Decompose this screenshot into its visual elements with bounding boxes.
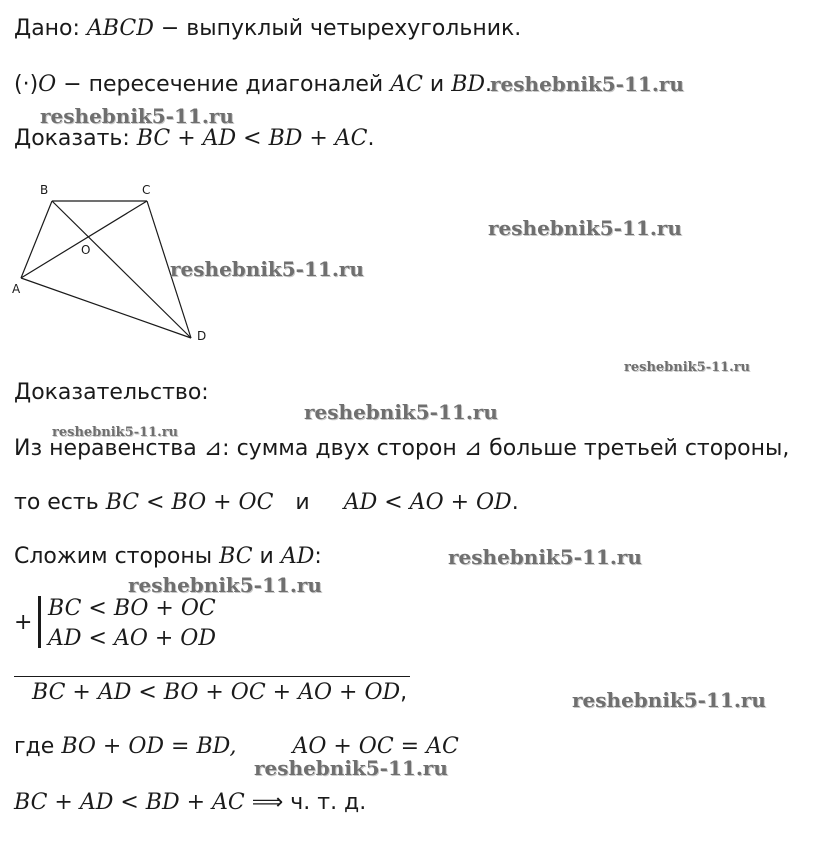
conclusion-line <box>14 790 366 816</box>
equation-ac: AO + OC = AC <box>292 734 459 759</box>
diagonal-bd: BD <box>451 72 486 97</box>
colon: : <box>314 544 322 569</box>
watermark: reshebnik5-11.ru <box>448 545 642 569</box>
system-inequality-1: BC < BO + OC <box>48 596 216 621</box>
watermark: reshebnik5-11.ru <box>624 360 751 375</box>
label-d: D <box>197 329 207 343</box>
where-prefix: где <box>14 734 62 759</box>
watermark: reshebnik5-11.ru <box>304 400 498 424</box>
given-intersection-text: − пересечение диагоналей <box>56 72 391 97</box>
watermark: reshebnik5-11.ru <box>572 688 766 712</box>
diagonal-ac-line <box>21 201 147 278</box>
given-prefix: Дано: <box>14 16 87 41</box>
period: . <box>485 72 493 97</box>
sum-rule <box>14 676 410 677</box>
equation-bd: BO + OD = BD, <box>61 734 237 759</box>
label-o: O <box>81 243 91 257</box>
comma: , <box>400 680 408 705</box>
period: . <box>511 490 519 515</box>
add-sides-line <box>14 544 322 570</box>
given-line-2 <box>14 72 492 98</box>
watermark: reshebnik5-11.ru <box>52 425 179 440</box>
watermark: reshebnik5-11.ru <box>170 257 364 281</box>
inequalities-line <box>14 490 519 516</box>
side-da <box>21 278 191 338</box>
label-c: C <box>142 183 151 197</box>
side-ad-label: AD <box>280 544 315 569</box>
watermark: reshebnik5-11.ru <box>490 72 684 96</box>
prove-statement: BC + AD < BD + AC <box>136 126 368 151</box>
triangle-inequality-text: Из неравенства ⊿: сумма двух сторон ⊿ больше третьей стороны, <box>14 436 790 461</box>
label-a: A <box>12 282 21 296</box>
sum-inequality: BC + AD < BO + OC + AO + OD <box>32 680 401 705</box>
implies-arrow: ⟹ <box>251 790 284 815</box>
label-b: B <box>40 183 49 197</box>
system-bracket <box>38 596 41 648</box>
add-prefix: Сложим стороны <box>14 544 220 569</box>
watermark: reshebnik5-11.ru <box>254 756 448 780</box>
given-line-1 <box>14 16 521 42</box>
period: . <box>367 126 375 151</box>
conclusion-inequality: BC + AD < BD + AC <box>14 790 245 815</box>
side-bc-label: BC <box>219 544 253 569</box>
plus-sign: + <box>14 610 33 635</box>
point-symbol: (·) <box>14 72 39 97</box>
prove-line <box>14 126 375 152</box>
and-word: и <box>295 490 310 515</box>
inequality-bc: BC < BO + OC <box>105 490 274 515</box>
watermark: reshebnik5-11.ru <box>128 573 322 597</box>
inequality-ad: AD < AO + OD <box>343 490 512 515</box>
diagonal-ac: AC <box>390 72 423 97</box>
given-text: − выпуклый четырехугольник. <box>153 16 522 41</box>
side-ab <box>21 201 52 278</box>
proof-heading: Доказательство: <box>14 380 209 405</box>
system-inequality-2: AD < AO + OD <box>48 626 216 651</box>
qed-text: ч. т. д. <box>283 790 367 815</box>
prove-prefix: Доказать: <box>14 126 137 151</box>
watermark: reshebnik5-11.ru <box>40 104 234 128</box>
that-is-text: то есть <box>14 490 106 515</box>
sum-line <box>32 680 407 706</box>
and-text: и <box>422 72 452 97</box>
point-o: O <box>38 72 57 97</box>
given-quad-name: ABCD <box>86 16 154 41</box>
watermark: reshebnik5-11.ru <box>488 216 682 240</box>
and-text: и <box>252 544 281 569</box>
